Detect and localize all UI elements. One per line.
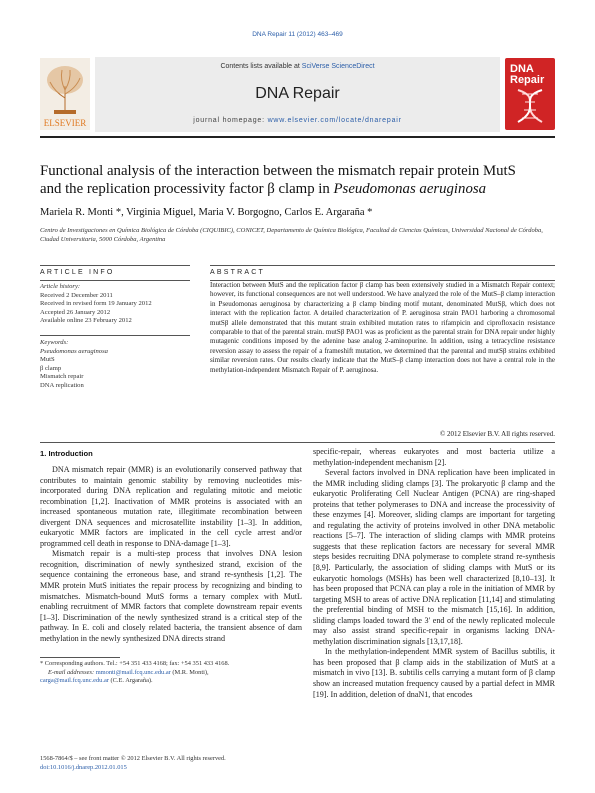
article-title [40, 162, 555, 198]
homepage-prefix: journal homepage: [193, 117, 268, 124]
article-history [40, 283, 200, 326]
journal-homepage [95, 117, 500, 124]
abstract-text: Interaction between MutS and the replication factor β clamp has been extensively studied in a Mismatch Repair context; however, its functional consequences are not well understood. We have analyzed the role of the MutS–β clamp interaction in Pseudomonas aeruginosa by characterizing a β clamp binding motif mutant, denominated MutSβ, which does not interact with the replication factor. A detailed characterization of P. aeruginosa strain PAO1 harboring a chromosomal mutSβ allele demonstrated that this mutant strain exhibited mutation rates to rifampicin and ciprofloxacin resistance comparable to that of the parental strain. mutSβ PAO1 was as proficient as the parental strain for DNA repair under highly mutagenic conditions imposed by the adenine base analog 2-aminopurine. In addition, using a tetracycline resistance reversion assay to assess the repair of a frameshift mutation, we determined that the parental and mutSβ strains exhibited similar reversion rates. Our results clearly indicate that the MutS–β clamp interaction does not have a central role in the methylation-independent Mismatch Repair of P. aeruginosa. [210, 281, 555, 374]
title-line-2: and the replication processivity factor β clamp in [40, 181, 334, 197]
homepage-link[interactable]: www.elsevier.com/locate/dnarepair [267, 117, 402, 124]
email-link[interactable]: carga@mail.fcq.unc.edu.ar [40, 677, 109, 685]
contents-prefix: Contents lists available at [220, 63, 302, 70]
intro-paragraph-2-cont: specific-repair, whereas eukaryotes and most bacteria utilize a methylation-independent mechanism [2]. [313, 447, 555, 467]
author-list: Mariela R. Monti *, Virginia Miguel, Maria V. Borgogno, Carlos E. Argaraña * [40, 207, 373, 218]
article-info-rule-top [40, 265, 190, 266]
section-heading-introduction: 1. Introduction [40, 449, 93, 458]
corresponding-author-footnote [40, 660, 302, 686]
keywords-rule [40, 335, 190, 336]
email-owner: (C.E. Argaraña). [108, 677, 153, 685]
intro-paragraph-4: In the methylation-independent MMR system of Bacillus subtilis, it has been proposed that β clamp aids in the stabilization of MutS at a mismatch in vivo [13]. B. subtilis cells carrying a mutant form of β clamp show an increased mutation frequency caused by a partial defect in MMR [19]. In addition, deletion of dnaN1, that encodes [313, 647, 555, 699]
keywords-label: Keywords: [40, 339, 69, 346]
email-label: E-mail addresses: [48, 668, 96, 676]
corresponding-line: * Corresponding authors. Tel.: +54 351 433 4168; fax: +54 351 433 4168. [40, 660, 230, 667]
keywords [40, 339, 200, 390]
copyright: © 2012 Elsevier B.V. All rights reserved. [439, 430, 555, 438]
elsevier-wordmark: ELSEVIER [43, 118, 87, 128]
contents-line [95, 63, 500, 70]
keyword-item: Mismatch repair [40, 373, 84, 380]
intro-paragraph-2: Mismatch repair is a multi-step process that involves DNA lesion recognition, discrimination of newly synthesized strand, excision of the sequence containing the erroneous base, and strand re-synthesis [1,2]. The MMR protein MutS initiates the repair process by recognizing and binding to mismatches. Mismatch-bound MutS forms a ternary complex with MutL enabling recruitment of MMR factors that complete downstream repair events [1–3]. Discrimination of the newly synthesized strand is a critical step of the pathway. In E. coli and closely related bacteria, the transient absence of dam methylation in the newly synthesized DNA directs strand [40, 549, 302, 643]
title-line-1: Functional analysis of the interaction between the mismatch repair protein MutS [40, 163, 516, 179]
header-rule [40, 136, 555, 138]
history-label: Article history: [40, 283, 81, 290]
right-column [313, 447, 555, 700]
keyword-item: DNA replication [40, 381, 84, 389]
affiliation: Centro de Investigaciones en Química Biológica de Córdoba (CIQUIBIC), CONICET, Departamento de Química Biológica, Facultad de Ciencias Químicas, Universidad Nacional de Córdoba, Ciudad Universitaria, 5000 Córdoba, Argentina [40, 227, 543, 243]
keyword-item: Pseudomonas aeruginosa [40, 347, 108, 355]
history-received: Received 2 December 2011 [40, 291, 113, 299]
history-revised: Received in revised form 19 January 2012 [40, 300, 152, 307]
keyword-item: MutS [40, 356, 55, 363]
intro-paragraph-3: Several factors involved in DNA replication have been implicated in the MMR including sliding clamps [3]. The prokaryotic β clamp and the eukaryotic Proliferating Cell Nuclear Antigen (PCNA) are ring-shaped proteins that tether polymerases to DNA and increase the processivity of these enzymes [4]. Moreover, sliding clamps are important for targeting and regulating the activity of proteins involved in other DNA metabolic reactions [5–7]. The interaction of sliding clamps with MMR proteins suggests that these replication factors are necessary for several MMR steps besides recruiting DNA polymerase to complete strand re-synthesis [8,9]. Particularly, the association of sliding clamps with MutS or its eukaryotic homologs (MSHs) has been well characterized [8,10–13]. It has been proposed that PCNA can play a role in the initiation of MMR by targeting MSH to areas of active DNA replication [11,14] and stimulating the preferential binding of MSH to the mismatch [15,16]. In addition, sliding clamps loaded toward the 3′ end of the newly replicated molecule may also assist strand specific-repair in organisms lacking DNA-methylation discrimination signals [13,17,18]. [313, 468, 555, 646]
journal-title: DNA Repair [255, 85, 340, 102]
footnote-rule [40, 657, 120, 658]
dna-helix-icon [513, 88, 547, 124]
sciencedirect-link[interactable]: SciVerse ScienceDirect [301, 63, 375, 70]
issn-block [40, 755, 302, 772]
abstract-rule-top [210, 265, 555, 266]
abstract-rule-bottom [40, 442, 555, 443]
keyword-item: β clamp [40, 364, 62, 372]
article-info-rule-mid [40, 280, 190, 281]
issn-line: 1568-7864/$ – see front matter © 2012 Elsevier B.V. All rights reserved. [40, 755, 226, 762]
email-owner: (M.R. Monti), [170, 668, 209, 676]
email-link[interactable]: mmonti@mail.fcq.unc.edu.ar [95, 668, 171, 676]
cover-title-line1: DNA [510, 63, 534, 75]
title-species: Pseudomonas aeruginosa [333, 181, 487, 197]
abstract-heading: ABSTRACT [210, 269, 265, 276]
left-column [40, 465, 302, 644]
history-accepted: Accepted 26 January 2012 [40, 308, 111, 316]
cover-title-line2: Repair [510, 74, 545, 86]
elsevier-logo [40, 58, 90, 130]
article-info-heading: ARTICLE INFO [40, 269, 115, 276]
doi-link[interactable]: doi:10.1016/j.dnarep.2012.01.015 [40, 763, 127, 771]
journal-reference[interactable]: DNA Repair 11 (2012) 463–469 [252, 31, 343, 38]
journal-cover [505, 58, 555, 130]
history-online: Available online 23 February 2012 [40, 317, 132, 324]
intro-paragraph-1: DNA mismatch repair (MMR) is an evolutionarily conserved pathway that contributes to maintain genomic stability by removing nucleotides mis-incorporated during DNA replication and regulating mitotic and meiotic recombination [1,2]. Inactivation of MMR proteins is associated with an increased spontaneous mutation rate, illegitimate recombination between divergent DNA sequences and microsatellite instability [1–3]. In addition, eukaryotic MMR factors are implicated in the cell cycle arrest and/or programmed cell death in response to DNA-damage [1–3]. [40, 465, 302, 548]
